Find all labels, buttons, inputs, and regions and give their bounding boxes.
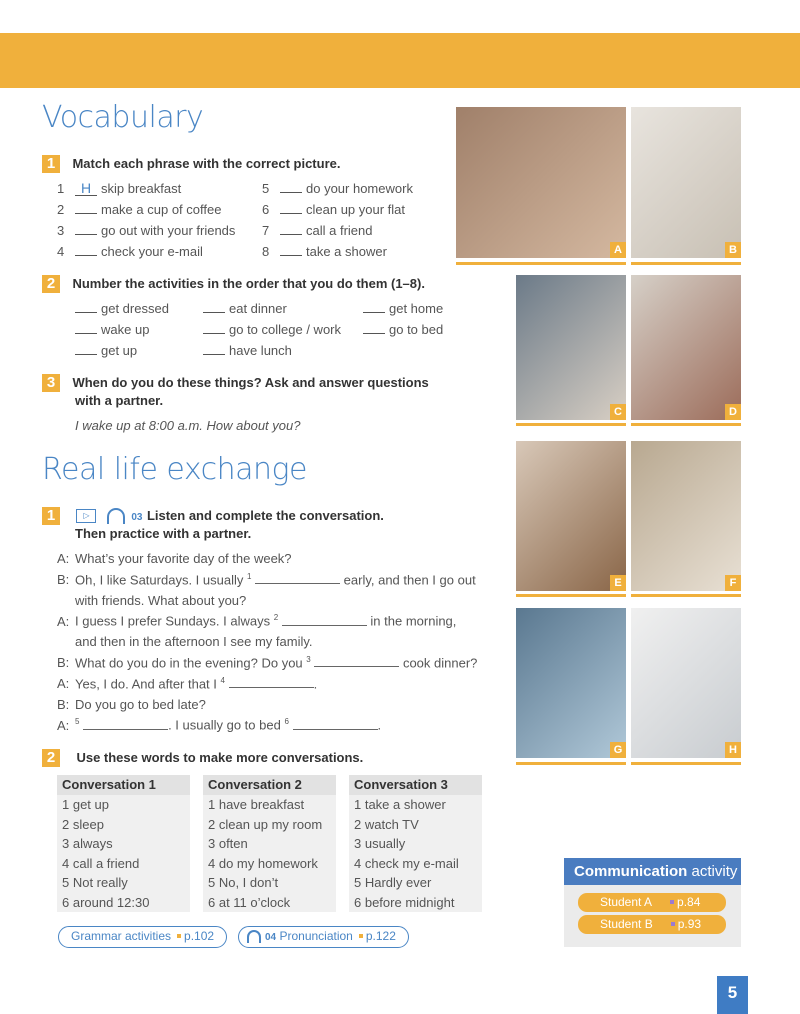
gap-blank[interactable] <box>282 615 367 626</box>
exercise-number: 2 <box>42 749 60 767</box>
item-number: 1 <box>57 181 65 196</box>
dialog-line <box>57 572 476 587</box>
dialog-text: early, and then I go out <box>340 572 476 588</box>
table-row: 4 check my e-mail <box>354 855 459 871</box>
exercise-instruction: Number the activities in the order that you do them (1–8). <box>72 276 425 291</box>
match-item <box>57 202 221 217</box>
answer-blank[interactable]: H <box>75 182 97 196</box>
photo-label: D <box>725 404 741 420</box>
photo-label: H <box>725 742 741 758</box>
order-blank[interactable] <box>203 354 225 355</box>
gap-blank[interactable] <box>255 573 340 584</box>
communication-title <box>564 858 741 885</box>
photo-a <box>456 107 626 258</box>
rl-exercise-1-heading <box>42 507 384 525</box>
item-number: 2 <box>57 202 65 217</box>
button-page: p.93 <box>677 917 702 931</box>
item-text: call a friend <box>306 223 373 238</box>
exercise-instruction-cont: Then practice with a partner. <box>75 526 252 541</box>
dialog-line <box>57 717 381 732</box>
pronunciation-link[interactable] <box>238 926 409 948</box>
gap-number: 5 <box>75 717 80 727</box>
exercise-instruction: Match each phrase with the correct picture. <box>72 156 341 171</box>
table-row: 1 take a shower <box>354 797 446 812</box>
table-row: 5 Not really <box>62 875 128 890</box>
table-row: 6 around 12:30 <box>62 894 150 910</box>
item-number: 5 <box>262 181 270 196</box>
gap-blank[interactable] <box>314 656 399 667</box>
dialog-text: in the morning, <box>366 613 457 629</box>
title-light: activity <box>691 863 738 880</box>
match-item <box>262 181 413 196</box>
exercise-instruction: Use these words to make more conversations. <box>76 750 364 765</box>
order-item <box>363 301 443 316</box>
exercise-2-heading <box>42 275 425 293</box>
answer-blank[interactable] <box>75 234 97 235</box>
table-row: 3 usually <box>354 836 406 851</box>
order-blank[interactable] <box>75 354 97 355</box>
section-title-real-life: Real life exchange <box>42 452 307 487</box>
match-item <box>262 202 405 217</box>
exercise-1-heading <box>42 155 340 173</box>
table-row: 4 call a friend <box>62 855 140 871</box>
photo-label: A <box>610 242 626 258</box>
item-text: go to college / work <box>229 322 342 337</box>
item-text: make a cup of coffee <box>101 202 222 217</box>
exercise-number: 1 <box>42 155 60 173</box>
example-sentence: I wake up at 8:00 a.m. How about you? <box>75 418 301 433</box>
item-text: get dressed <box>101 301 169 316</box>
rl-exercise-2-heading <box>42 749 363 767</box>
link-label: Pronunciation <box>279 929 353 943</box>
dialog-line <box>57 551 292 566</box>
photo-g <box>516 608 626 758</box>
table-row: 5 Hardly ever <box>354 875 432 890</box>
dialog-line <box>57 697 206 712</box>
item-text: check your e-mail <box>101 244 203 259</box>
exercise-instruction: When do you do these things? Ask and answer questions <box>72 375 429 390</box>
item-text: go out with your friends <box>101 223 236 238</box>
photo-label: B <box>725 242 741 258</box>
item-text: do your homework <box>306 181 413 196</box>
item-number: 8 <box>262 244 270 259</box>
gap-number: 6 <box>284 717 289 727</box>
dialog-text: cook dinner? <box>399 655 478 671</box>
item-text: skip breakfast <box>101 181 182 196</box>
headphones-icon[interactable] <box>107 508 125 524</box>
dialog-text: and then in the afternoon I see my family. <box>75 634 313 650</box>
dialog-text: . I usually go to bed <box>168 717 285 733</box>
link-label: Grammar activities <box>71 929 172 943</box>
item-text: take a shower <box>306 244 387 259</box>
link-page: p.102 <box>184 929 215 943</box>
table-header: Conversation 3 <box>349 775 482 795</box>
photo-b <box>631 107 741 258</box>
exercise-number: 3 <box>42 374 60 392</box>
match-item <box>262 244 387 259</box>
exercise-number: 2 <box>42 275 60 293</box>
title-bold: Communication <box>574 863 688 880</box>
table-row: 2 sleep <box>62 816 104 832</box>
item-number: 6 <box>262 202 270 217</box>
table-row: 5 No, I don’t <box>208 875 279 890</box>
item-number: 4 <box>57 244 65 259</box>
order-blank[interactable] <box>203 312 225 313</box>
item-text: wake up <box>101 322 150 337</box>
order-blank[interactable] <box>363 333 385 334</box>
speaker: A: <box>57 676 70 692</box>
audio-track-number: 03 <box>131 512 143 523</box>
conversation-table <box>203 775 336 912</box>
table-row: 3 often <box>208 836 248 851</box>
dialog-text: . <box>377 717 382 733</box>
exercise-instruction: Listen and complete the conversation. <box>146 508 384 523</box>
item-text: eat dinner <box>229 301 287 316</box>
gap-number: 3 <box>306 655 311 664</box>
exercise-number: 1 <box>42 507 60 525</box>
divider-bar <box>516 762 626 765</box>
table-row: 6 before midnight <box>354 894 455 910</box>
order-blank[interactable] <box>203 333 225 334</box>
order-item <box>203 322 341 337</box>
exercise-3-heading <box>42 374 429 392</box>
dialog-line <box>57 613 456 628</box>
dialog-text: What’s your favorite day of the week? <box>75 551 292 566</box>
divider-bar <box>631 594 741 597</box>
student-b-button[interactable] <box>578 915 726 934</box>
dialog-text: What do you do in the evening? Do you <box>75 655 307 671</box>
button-label: Student B <box>600 917 653 931</box>
table-row: 6 at 11 o’clock <box>208 894 291 910</box>
match-item <box>57 181 181 196</box>
order-item <box>75 343 137 358</box>
table-row: 1 get up <box>62 797 109 812</box>
gap-blank[interactable] <box>83 719 168 730</box>
item-number: 3 <box>57 223 65 238</box>
dialog-text: with friends. What about you? <box>75 592 247 608</box>
dialog-text: I guess I prefer Sundays. I always <box>75 613 274 629</box>
dialog-line <box>57 593 246 608</box>
header-bar <box>0 33 800 88</box>
table-row: 2 watch TV <box>354 816 419 832</box>
item-text: go to bed <box>389 322 444 337</box>
speaker: B: <box>57 655 70 671</box>
link-page: p.122 <box>365 929 396 943</box>
table-row: 2 clean up my room <box>208 816 323 832</box>
conversation-table <box>349 775 482 912</box>
order-blank[interactable] <box>75 312 97 313</box>
match-item <box>57 223 235 238</box>
gap-blank[interactable] <box>229 677 314 688</box>
photo-label: C <box>610 404 626 420</box>
order-item <box>203 301 287 316</box>
divider-bar <box>456 262 626 265</box>
divider-bar <box>516 594 626 597</box>
photo-h <box>631 608 741 758</box>
order-item <box>75 301 169 316</box>
order-blank[interactable] <box>75 333 97 334</box>
button-page: p.84 <box>677 895 701 909</box>
button-label: Student A <box>600 895 653 909</box>
photo-e <box>516 441 626 591</box>
item-text: get home <box>389 301 444 316</box>
match-item <box>262 223 372 238</box>
photo-label: G <box>610 742 626 758</box>
video-icon[interactable]: ▷ <box>76 509 96 523</box>
answer-blank[interactable] <box>75 213 97 214</box>
speaker: A: <box>57 717 70 733</box>
order-item <box>75 322 149 337</box>
table-row: 3 always <box>62 836 113 851</box>
gap-number: 4 <box>220 675 225 685</box>
item-text: have lunch <box>229 343 292 358</box>
dialog-text: Yes, I do. And after that I <box>75 676 221 692</box>
order-blank[interactable] <box>363 312 385 313</box>
table-header: Conversation 2 <box>203 775 336 795</box>
speaker: A: <box>57 551 70 566</box>
item-text: clean up your flat <box>306 202 406 217</box>
audio-track-number: 04 <box>265 932 277 943</box>
photo-c <box>516 275 626 420</box>
item-text: get up <box>101 343 138 358</box>
exercise-instruction-cont: with a partner. <box>75 393 164 408</box>
table-row: 1 have breakfast <box>208 797 305 812</box>
photo-label: E <box>610 575 626 591</box>
divider-bar <box>516 423 626 426</box>
gap-number: 1 <box>246 571 252 581</box>
photo-d <box>631 275 741 420</box>
answer-blank[interactable] <box>280 192 302 193</box>
headphones-icon <box>247 930 261 943</box>
answer-blank[interactable] <box>280 234 302 235</box>
speaker: B: <box>57 696 70 712</box>
order-item <box>203 343 292 358</box>
table-header: Conversation 1 <box>57 775 190 795</box>
photo-label: F <box>725 575 741 591</box>
grammar-activities-link[interactable] <box>58 926 227 948</box>
section-title-vocabulary: Vocabulary <box>42 100 204 135</box>
page-number: 5 <box>717 976 748 1014</box>
gap-blank[interactable] <box>293 719 378 730</box>
dialog-line <box>57 655 477 670</box>
table-row: 4 do my homework <box>208 855 318 871</box>
photo-f <box>631 441 741 591</box>
order-item <box>363 322 443 337</box>
divider-bar <box>631 262 741 265</box>
gap-number: 2 <box>273 613 279 623</box>
divider-bar <box>631 423 741 426</box>
match-item <box>57 244 203 259</box>
dialog-text: Do you go to bed late? <box>75 696 206 712</box>
answer-blank[interactable] <box>280 255 302 256</box>
dialog-line <box>57 634 313 649</box>
answer-blank[interactable] <box>280 213 302 214</box>
speaker: A: <box>57 613 70 629</box>
speaker: B: <box>57 572 70 588</box>
dialog-text: . <box>313 676 318 692</box>
dialog-line <box>57 676 317 691</box>
conversation-table <box>57 775 190 912</box>
answer-blank[interactable] <box>75 255 97 256</box>
divider-bar <box>631 762 741 765</box>
student-a-button[interactable] <box>578 893 726 912</box>
dialog-text: Oh, I like Saturdays. I usually <box>75 572 247 588</box>
item-number: 7 <box>262 223 270 238</box>
